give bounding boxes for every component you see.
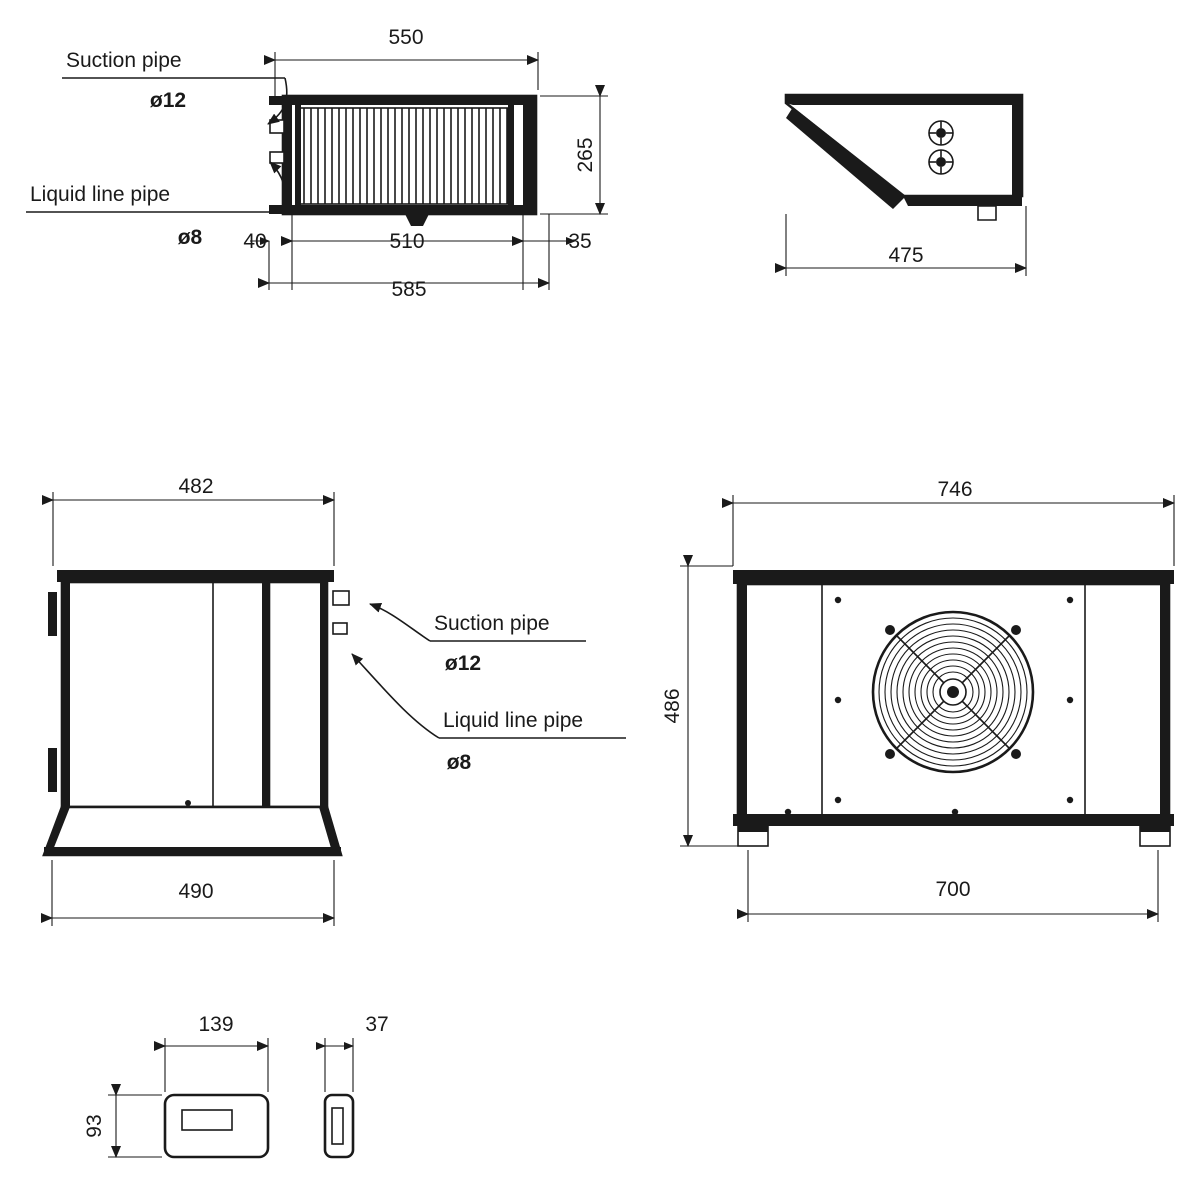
dim-93-text: 93 (83, 1114, 106, 1138)
plate-edge (325, 1095, 353, 1157)
dim-side-486 (661, 566, 740, 846)
callout-suction-top (62, 49, 287, 124)
front-view (44, 475, 626, 926)
dim-top-265 (540, 96, 608, 214)
plate-detail (83, 1013, 389, 1157)
dim-side-746 (733, 478, 1174, 566)
dim-510-text: 510 (389, 230, 425, 253)
dim-139-text: 139 (198, 1013, 234, 1036)
top-view (26, 26, 608, 301)
dim-490-text: 490 (178, 880, 214, 903)
dim-40-text: 40 (243, 230, 267, 253)
dim-585-text: 585 (391, 278, 427, 301)
callout-liquid-front (352, 654, 626, 774)
liquid-line-dia-top: ø8 (177, 226, 203, 249)
liquid-line-label-top: Liquid line pipe (30, 183, 171, 206)
dim-plate-139 (165, 1013, 268, 1092)
top-view-body (269, 96, 537, 226)
iso-view (786, 95, 1026, 276)
dim-265-text: 265 (574, 137, 597, 173)
suction-pipe-label-front: Suction pipe (434, 612, 550, 635)
dim-front-482 (53, 475, 334, 566)
dim-486-text: 486 (661, 688, 684, 724)
dim-475-text: 475 (888, 244, 924, 267)
fan-guard (873, 612, 1033, 772)
dim-top-550 (275, 26, 538, 96)
suction-pipe-label-top: Suction pipe (66, 49, 182, 72)
dim-550-text: 550 (388, 26, 424, 49)
plate-face (165, 1095, 268, 1157)
dim-35-text: 35 (568, 230, 592, 253)
callout-suction-front (370, 604, 586, 675)
suction-pipe-dia-front: ø12 (444, 652, 482, 675)
dim-top-585 (269, 278, 549, 301)
side-body (733, 570, 1174, 846)
dim-side-700 (748, 850, 1158, 922)
iso-fitting-upper (929, 121, 953, 145)
suction-pipe-dia-top: ø12 (149, 89, 187, 112)
dim-plate-37 (325, 1013, 389, 1092)
dim-front-490 (52, 860, 334, 926)
liquid-line-label-front: Liquid line pipe (443, 709, 584, 732)
dim-plate-93 (83, 1095, 162, 1157)
dim-482-text: 482 (178, 475, 214, 498)
iso-body (786, 95, 1022, 220)
front-body (44, 570, 349, 856)
side-view (661, 478, 1174, 922)
iso-fitting-lower (929, 150, 953, 174)
liquid-line-dia-front: ø8 (446, 751, 472, 774)
dim-700-text: 700 (935, 878, 971, 901)
dim-37-text: 37 (365, 1013, 389, 1036)
dim-746-text: 746 (937, 478, 973, 501)
